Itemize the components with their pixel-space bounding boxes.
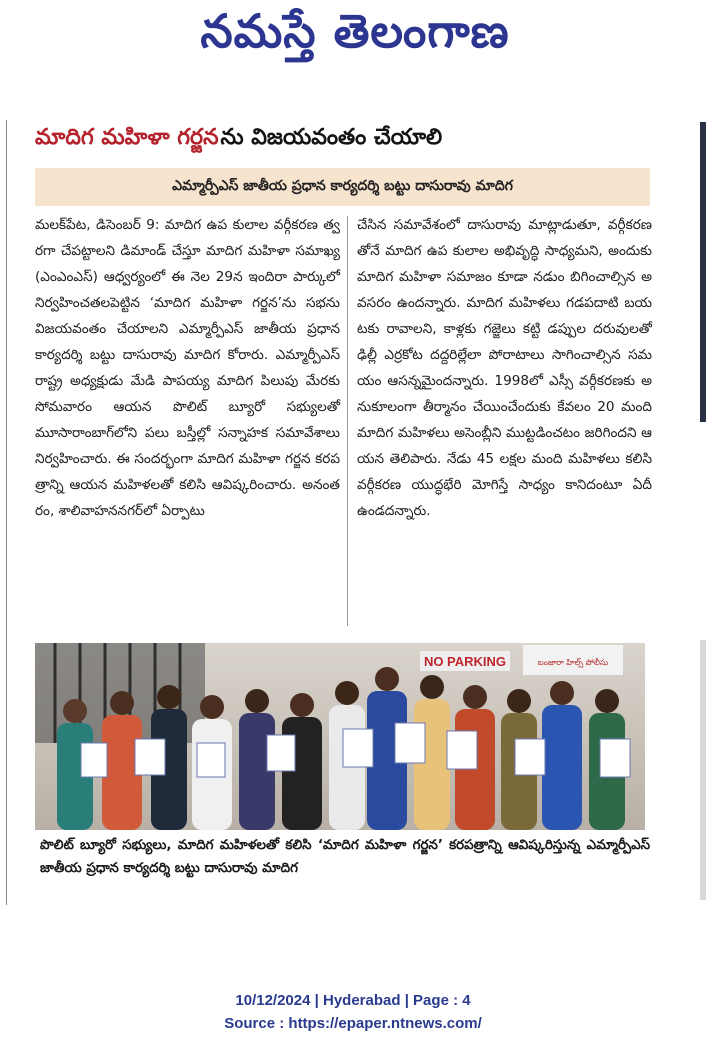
article-column-2: చేసిన సమావేశంలో దాసురావు మాట్లాడుతూ, వర్గీకరణతోనే మాదిగ ఉప కులాల అభివృద్ధి సాధ్యమని, అందుకు మాదిగ మహిళా సమాజం కూడా నడుం బిగించాల్సిన అవసరం ఉందన్నారు. మాదిగ మహిళలు గడపదాటి బయటకు రావాలని, కాళ్లకు గజ్జెలు కట్టి డప్పుల దరువులతో ఢిల్లీ ఎర్రకోట దద్దరిల్లేలా పోరాటాలు సాగించాల్సిన సమయం ఆసన్నమైందన్నారు. 1998లో ఎస్సీ వర్గీకరణకు అనుకూలంగా తీర్మానం చేయించేందుకు కేవలం 20 మంది మాదిగ మహిళలు అసెంబ్లీని ముట్టడించటం జరిగిందని ఆయన తెలిపారు. నేడు 45 లక్షల మంది మహిళలు కలిసి వర్గీకరణ యుద్ధభేరి మోగిస్తే సాధ్యం కానిదంటూ ఏదీ ఉండదన్నారు.	[357, 217, 652, 519]
police-banner: బంజారా హిల్స్ పోలీసు	[537, 658, 609, 667]
no-parking-sign: NO PARKING	[423, 654, 507, 669]
headline-highlight: మాదిగ మహిళా గర్జన	[35, 125, 219, 150]
headline-rest: ను విజయవంతం చేయాలి	[220, 125, 443, 150]
article-column-1: మలక్‌పేట, డిసెంబర్ 9: మాదిగ ఉప కులాల వర్గీకరణ త్వరగా చేపట్టాలని డిమాండ్ చేస్తూ మాదిగ మహిళా సమాఖ్య (ఎంఎంఎస్) ఆధ్వర్యంలో ఈ నెల 29న ఇందిరా పార్కులో నిర్వహించతలపెట్టిన ‘మాదిగ మహిళా గర్జన’ను సభను విజయవంతం చేయాలని ఎమ్మార్పీఎస్ జాతీయ ప్రధాన కార్యదర్శి బట్టు దాసురావు మాదిగ కోరారు. ఎమ్మార్పీఎస్ రాష్ట్ర అధ్యక్షుడు మేడి పాపయ్య మాదిగ పిలుపు మేరకు సోమవారం ఆయన పొలిట్ బ్యూరో సభ్యులతో మూసారాంబాగ్‌లోని పలు బస్తీల్లో సన్నాహక సమావేశాలు నిర్వహించారు. ఈ సందర్భంగా మాదిగ మహిళా గర్జన కరపత్రాన్ని ఆయన మహిళలతో కలిసి ఆవిష్కరించారు. అనంతరం, శాలివాహననగర్‌లో ఏర్పాటు	[35, 217, 340, 519]
group-photo-illustration	[35, 643, 645, 830]
article-headline	[35, 118, 675, 162]
adjacent-clipping-edge	[700, 640, 706, 900]
photo-caption: పొలిట్ బ్యూరో సభ్యులు, మాదిగ మహిళలతో కలిసి ‘మాదిగ మహిళా గర్జన’ కరపత్రాన్ని ఆవిష్కరిస్తున్న ఎమ్మార్పీఎస్ జాతీయ ప్రధాన కార్యదర్శి బట్టు దాసురావు మాదిగ	[40, 838, 650, 876]
adjacent-clipping-photo-edge	[700, 122, 706, 422]
newspaper-masthead: నమస్తే తెలంగాణ	[200, 4, 510, 58]
column-divider	[347, 216, 348, 626]
article-photo	[35, 643, 645, 830]
footer-date-edition: 10/12/2024 | Hyderabad | Page : 4	[235, 992, 471, 1009]
footer-source[interactable]: Source : https://epaper.ntnews.com/	[224, 1015, 482, 1032]
clipping-left-border	[6, 120, 7, 905]
article-subhead: ఎమ్మార్పీఎస్ జాతీయ ప్రధాన కార్యదర్శి బట్టు దాసురావు మాదిగ	[35, 168, 650, 206]
